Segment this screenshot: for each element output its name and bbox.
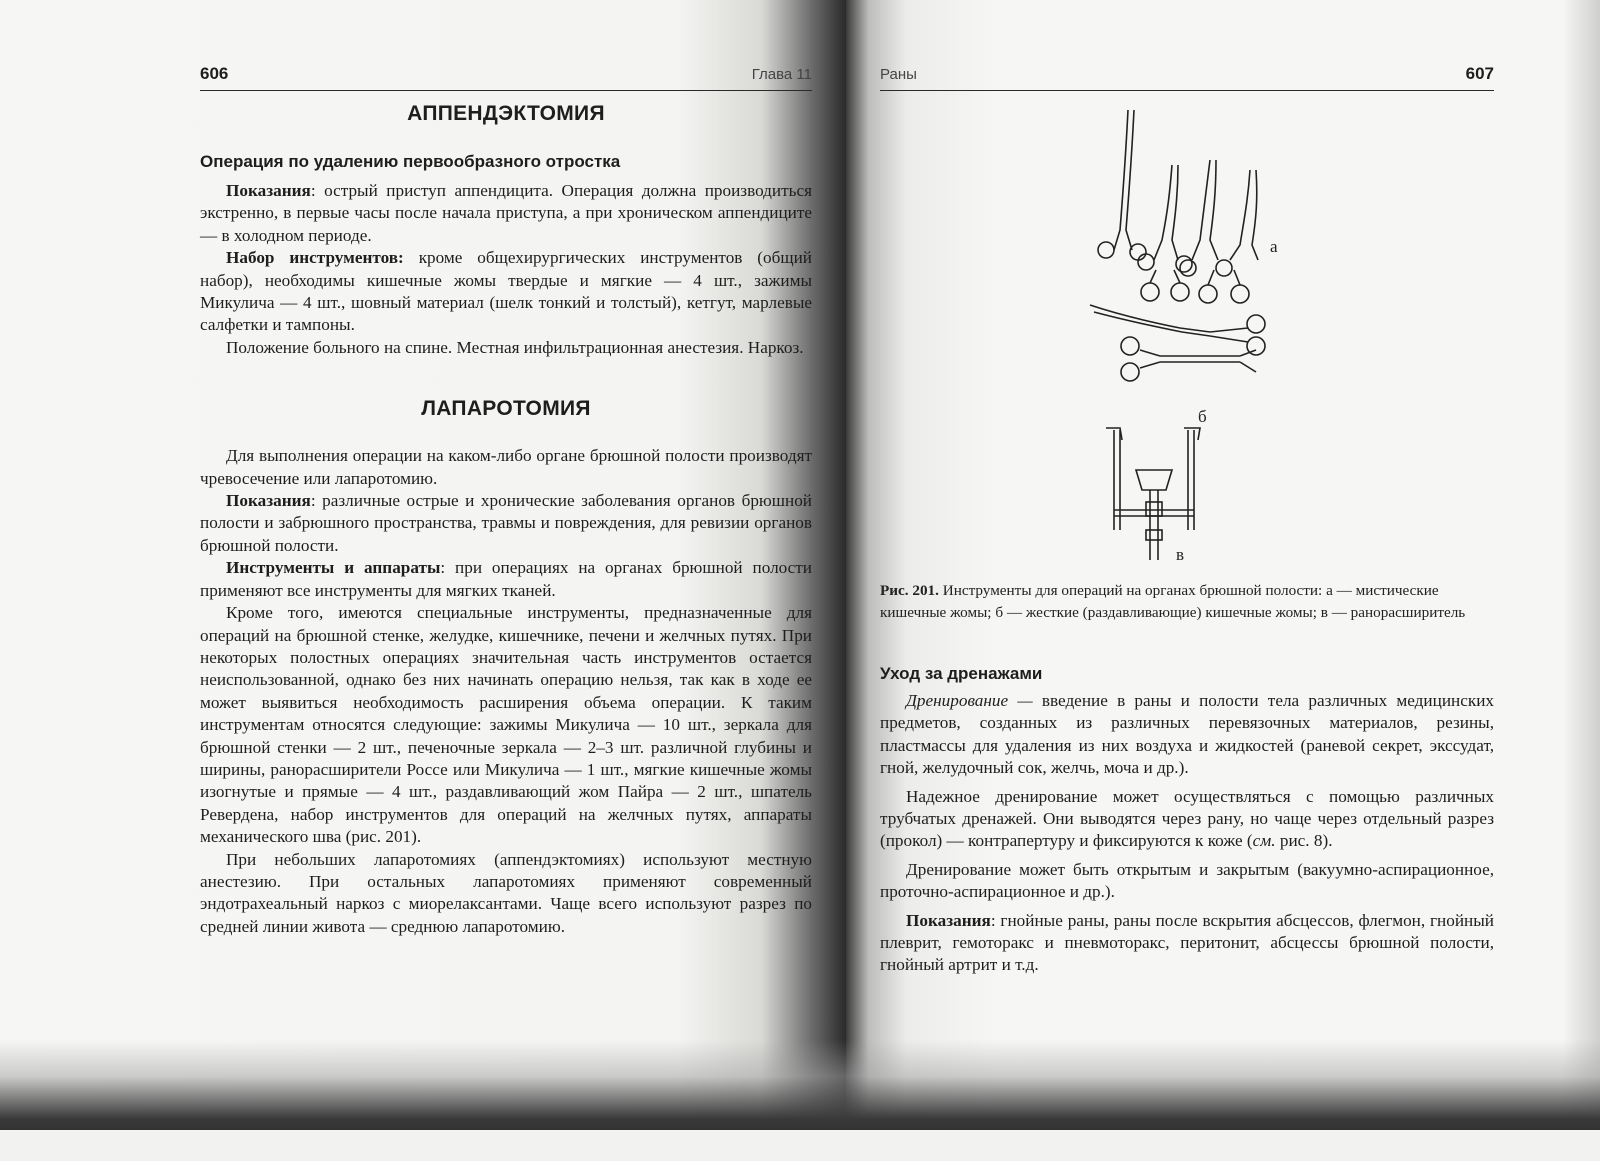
- page-number-left: 606: [200, 64, 229, 83]
- running-head-left: Глава 11: [751, 66, 812, 83]
- paragraph-text: : острый приступ аппендицита. Операция должна производиться экстренно, в первые часы после начала приступа, а при хроническом аппендиците — в холодном периоде.: [200, 181, 812, 245]
- paragraph: [200, 247, 812, 337]
- paragraph: Положение больного на спине. Местная инфильтрационная анестезия. Наркоз.: [226, 337, 804, 357]
- paragraph-text: кроме общехирургических инструментов (общий набор), необходимы кишечные жомы твердые и мягкие — 4 шт., зажимы Микулича — 4 шт., шовный материал (шелк тонкий и толстый), кетгут, марлевые салфетки и тампоны.: [200, 248, 812, 335]
- drainage-section: [880, 664, 1494, 977]
- paragraph: [200, 557, 812, 602]
- paragraph: Кроме того, имеются специальные инструменты, предназначенные для операций на брюшной стенке, желудке, кишечнике, печени и желчных путях. При некоторых полостных операциях значительная часть инструментов остается неиспользованной, однако без них начинать операцию нельзя, так как в ходе ее может выявиться необходимость расширения объема операции. К таким инструментам относятся следующие: зажимы Микулича — 10 шт., зеркала для брюшной стенки — 2 шт., печеночные зеркала — 2–3 шт. различной глубины и ширины, ранорасширители Россе или Микулича — 1 шт., мягкие кишечные жомы изогнутые и прямые — 4 шт., раздавливающий жом Пайра — 2 шт., шпатель Ревердена, набор инструментов для операций на желчных путях, аппараты механического шва (рис. 201).: [200, 603, 812, 847]
- figure-label-c: в: [1176, 545, 1185, 564]
- paragraph: [200, 490, 812, 557]
- term-label: Показания: [906, 910, 991, 930]
- section-title-laparotomy: ЛАПАРОТОМИЯ: [421, 397, 591, 421]
- figure-label-a: а: [1270, 237, 1278, 256]
- term-label: Инструменты и аппараты: [226, 558, 441, 578]
- right-text-column: [880, 100, 1494, 1000]
- caption-text: Инструменты для операций на органах брюшной полости: а — мистические кишечные жомы; б — жесткие (раздавливающие) кишечные жомы; в — ранорасширитель: [880, 582, 1466, 621]
- page-number-right: 607: [1465, 64, 1494, 83]
- paragraph-text: Надежное дренирование может осуществляться с помощью различных трубчатых дренажей. Они выводятся через рану, но чаще через отдельный разрез (прокол) — контрапертуру и фиксируются к коже (: [880, 786, 1494, 851]
- term-label: Показания: [226, 491, 311, 511]
- term-label: Набор инструментов:: [226, 248, 404, 268]
- paragraph-text: рис. 8).: [1275, 831, 1333, 851]
- section-title-drainage: Уход за дренажами: [880, 664, 1043, 683]
- section-subtitle: Операция по удалению первообразного отростка: [200, 152, 621, 171]
- paragraph: Для выполнения операции на каком-либо органе брюшной полости производят чревосечение или лапаротомию.: [200, 446, 812, 488]
- running-head-right: Раны: [880, 66, 917, 83]
- term-italic: Дренирование —: [906, 691, 1033, 710]
- left-page-header: [200, 64, 812, 91]
- figure-label-b: б: [1198, 407, 1207, 426]
- surgical-instruments-illustration: [1080, 110, 1300, 570]
- term-label: Показания: [226, 181, 311, 200]
- figure-number: Рис. 201.: [880, 582, 939, 599]
- right-page-header: [880, 64, 1494, 91]
- paragraph-text: введение в раны и полости тела различных медицинских предметов, созданных из различных перевязочных материалов, резины, пластмассы для удаления из них воздуха и жидкостей (раневой секрет, экссудат, гной, желудочный сок, желчь, моча и др.).: [880, 691, 1494, 778]
- paragraph: [200, 180, 812, 247]
- scan-bottom-edge: [0, 1130, 1600, 1161]
- left-text-column: [200, 100, 812, 938]
- paragraph: При небольших лапаротомиях (аппендэктомиях) используют местную анестезию. При остальных лапаротомиях применяют современный эндотрахеальный наркоз с миорелаксантами. Чаще всего используют разрез по средней линии живота — среднюю лапаротомию.: [200, 849, 812, 936]
- paragraph: Дренирование может быть открытым и закрытым (вакуумно-аспирационное, проточно-аспирационное и др.).: [880, 859, 1494, 902]
- paragraph-text: : различные острые и хронические заболевания органов брюшной полости и забрюшного пространства, травмы и повреждения, для ревизии органов брюшной полости.: [200, 491, 812, 555]
- paragraph: [880, 690, 1494, 780]
- paragraph-text: : при операциях на органах брюшной полости применяют все инструменты для мягких тканей.: [200, 558, 813, 600]
- paragraph-text: : гнойные раны, раны после вскрытия абсцессов, флегмон, гнойный плеврит, гемоторакс и пневмоторакс, перитонит, абсцессы брюшной полости, гнойный артрит и т.д.: [880, 910, 1494, 975]
- section-title-appendectomy: АППЕНДЭКТОМИЯ: [407, 102, 605, 125]
- reference-italic: см.: [1252, 831, 1276, 851]
- paragraph: [880, 786, 1494, 853]
- paragraph: [880, 910, 1494, 977]
- figure-caption: [880, 580, 1490, 624]
